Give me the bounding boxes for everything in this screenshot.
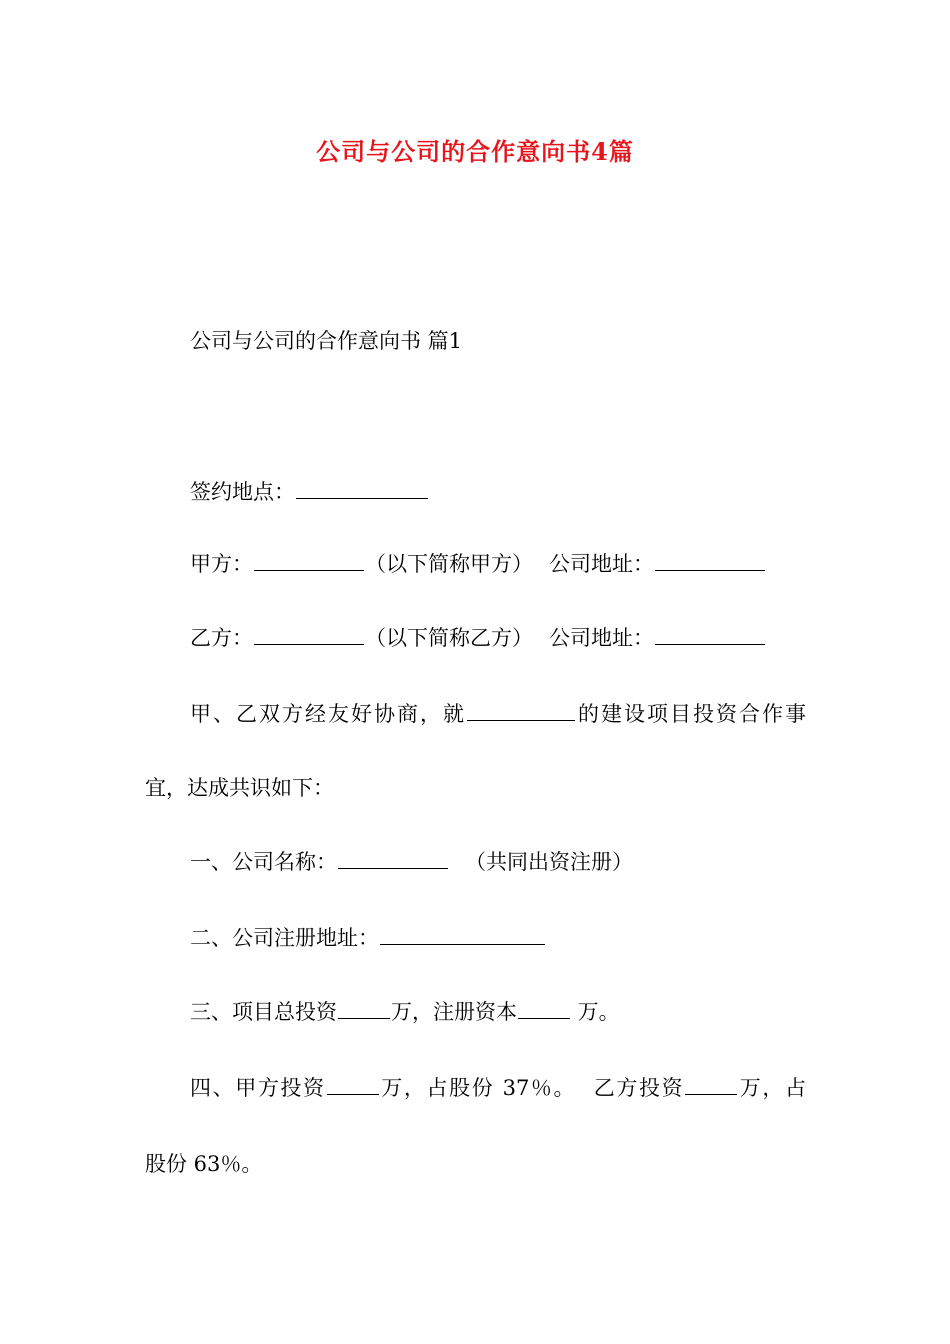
signing-place-line (190, 476, 429, 508)
clause-2-line (190, 922, 546, 954)
signing-place-blank (296, 476, 428, 499)
clause-4-b-blank (685, 1072, 737, 1095)
clause-4-line2: 股份 63％。 (145, 1152, 263, 1176)
party-a-address-label: 公司地址： (549, 552, 654, 576)
party-a-name-blank (254, 548, 364, 571)
clause-3-text-1: 三、项目总投资 (190, 1000, 337, 1024)
document-title: 公司与公司的合作意向书4篇 (316, 137, 634, 166)
clause-1-blank (338, 846, 448, 869)
clause-3-capital-blank (518, 996, 570, 1019)
party-a-line (190, 548, 766, 580)
clause-3-total-blank (338, 996, 390, 1019)
intro-text-1: 甲、乙双方经友好协商，就 (190, 702, 466, 726)
clause-4-text-3: 乙方投资 (592, 1076, 685, 1100)
intro-text-2: 的建设项目投资合作事 (576, 702, 806, 726)
party-b-alias: （以下简称乙方） (365, 626, 533, 650)
party-b-name-blank (254, 622, 364, 645)
clause-3-line (190, 996, 620, 1028)
clause-4-text-4: 万，占 (738, 1076, 807, 1100)
clause-1-note: （共同出资注册） (465, 850, 633, 874)
party-b-address-blank (655, 622, 765, 645)
clause-2-blank (380, 922, 545, 945)
party-b-label: 乙方： (190, 626, 253, 650)
party-a-label: 甲方： (190, 552, 253, 576)
intro-project-blank (467, 698, 575, 721)
party-b-address-label: 公司地址： (549, 626, 654, 650)
party-a-address-blank (655, 548, 765, 571)
intro-paragraph-line2: 宜，达成共识如下： (145, 776, 334, 800)
clause-1-line (190, 846, 633, 878)
clause-2-label: 二、公司注册地址： (190, 926, 379, 950)
party-a-alias: （以下简称甲方） (365, 552, 533, 576)
clause-4-line1 (190, 1072, 806, 1104)
section-heading: 公司与公司的合作意向书 篇1 (190, 329, 463, 353)
party-b-line (190, 622, 766, 654)
clause-4-a-blank (327, 1072, 379, 1095)
clause-4-text-2: 万，占股份 37％。 (379, 1076, 577, 1100)
intro-paragraph-line1 (190, 698, 806, 730)
clause-4-text-1: 四、甲方投资 (190, 1076, 326, 1100)
clause-3-text-3: 万。 (571, 1000, 620, 1024)
signing-place-label: 签约地点： (190, 480, 295, 504)
clause-1-label: 一、公司名称： (190, 850, 337, 874)
clause-3-text-2: 万，注册资本 (391, 1000, 517, 1024)
